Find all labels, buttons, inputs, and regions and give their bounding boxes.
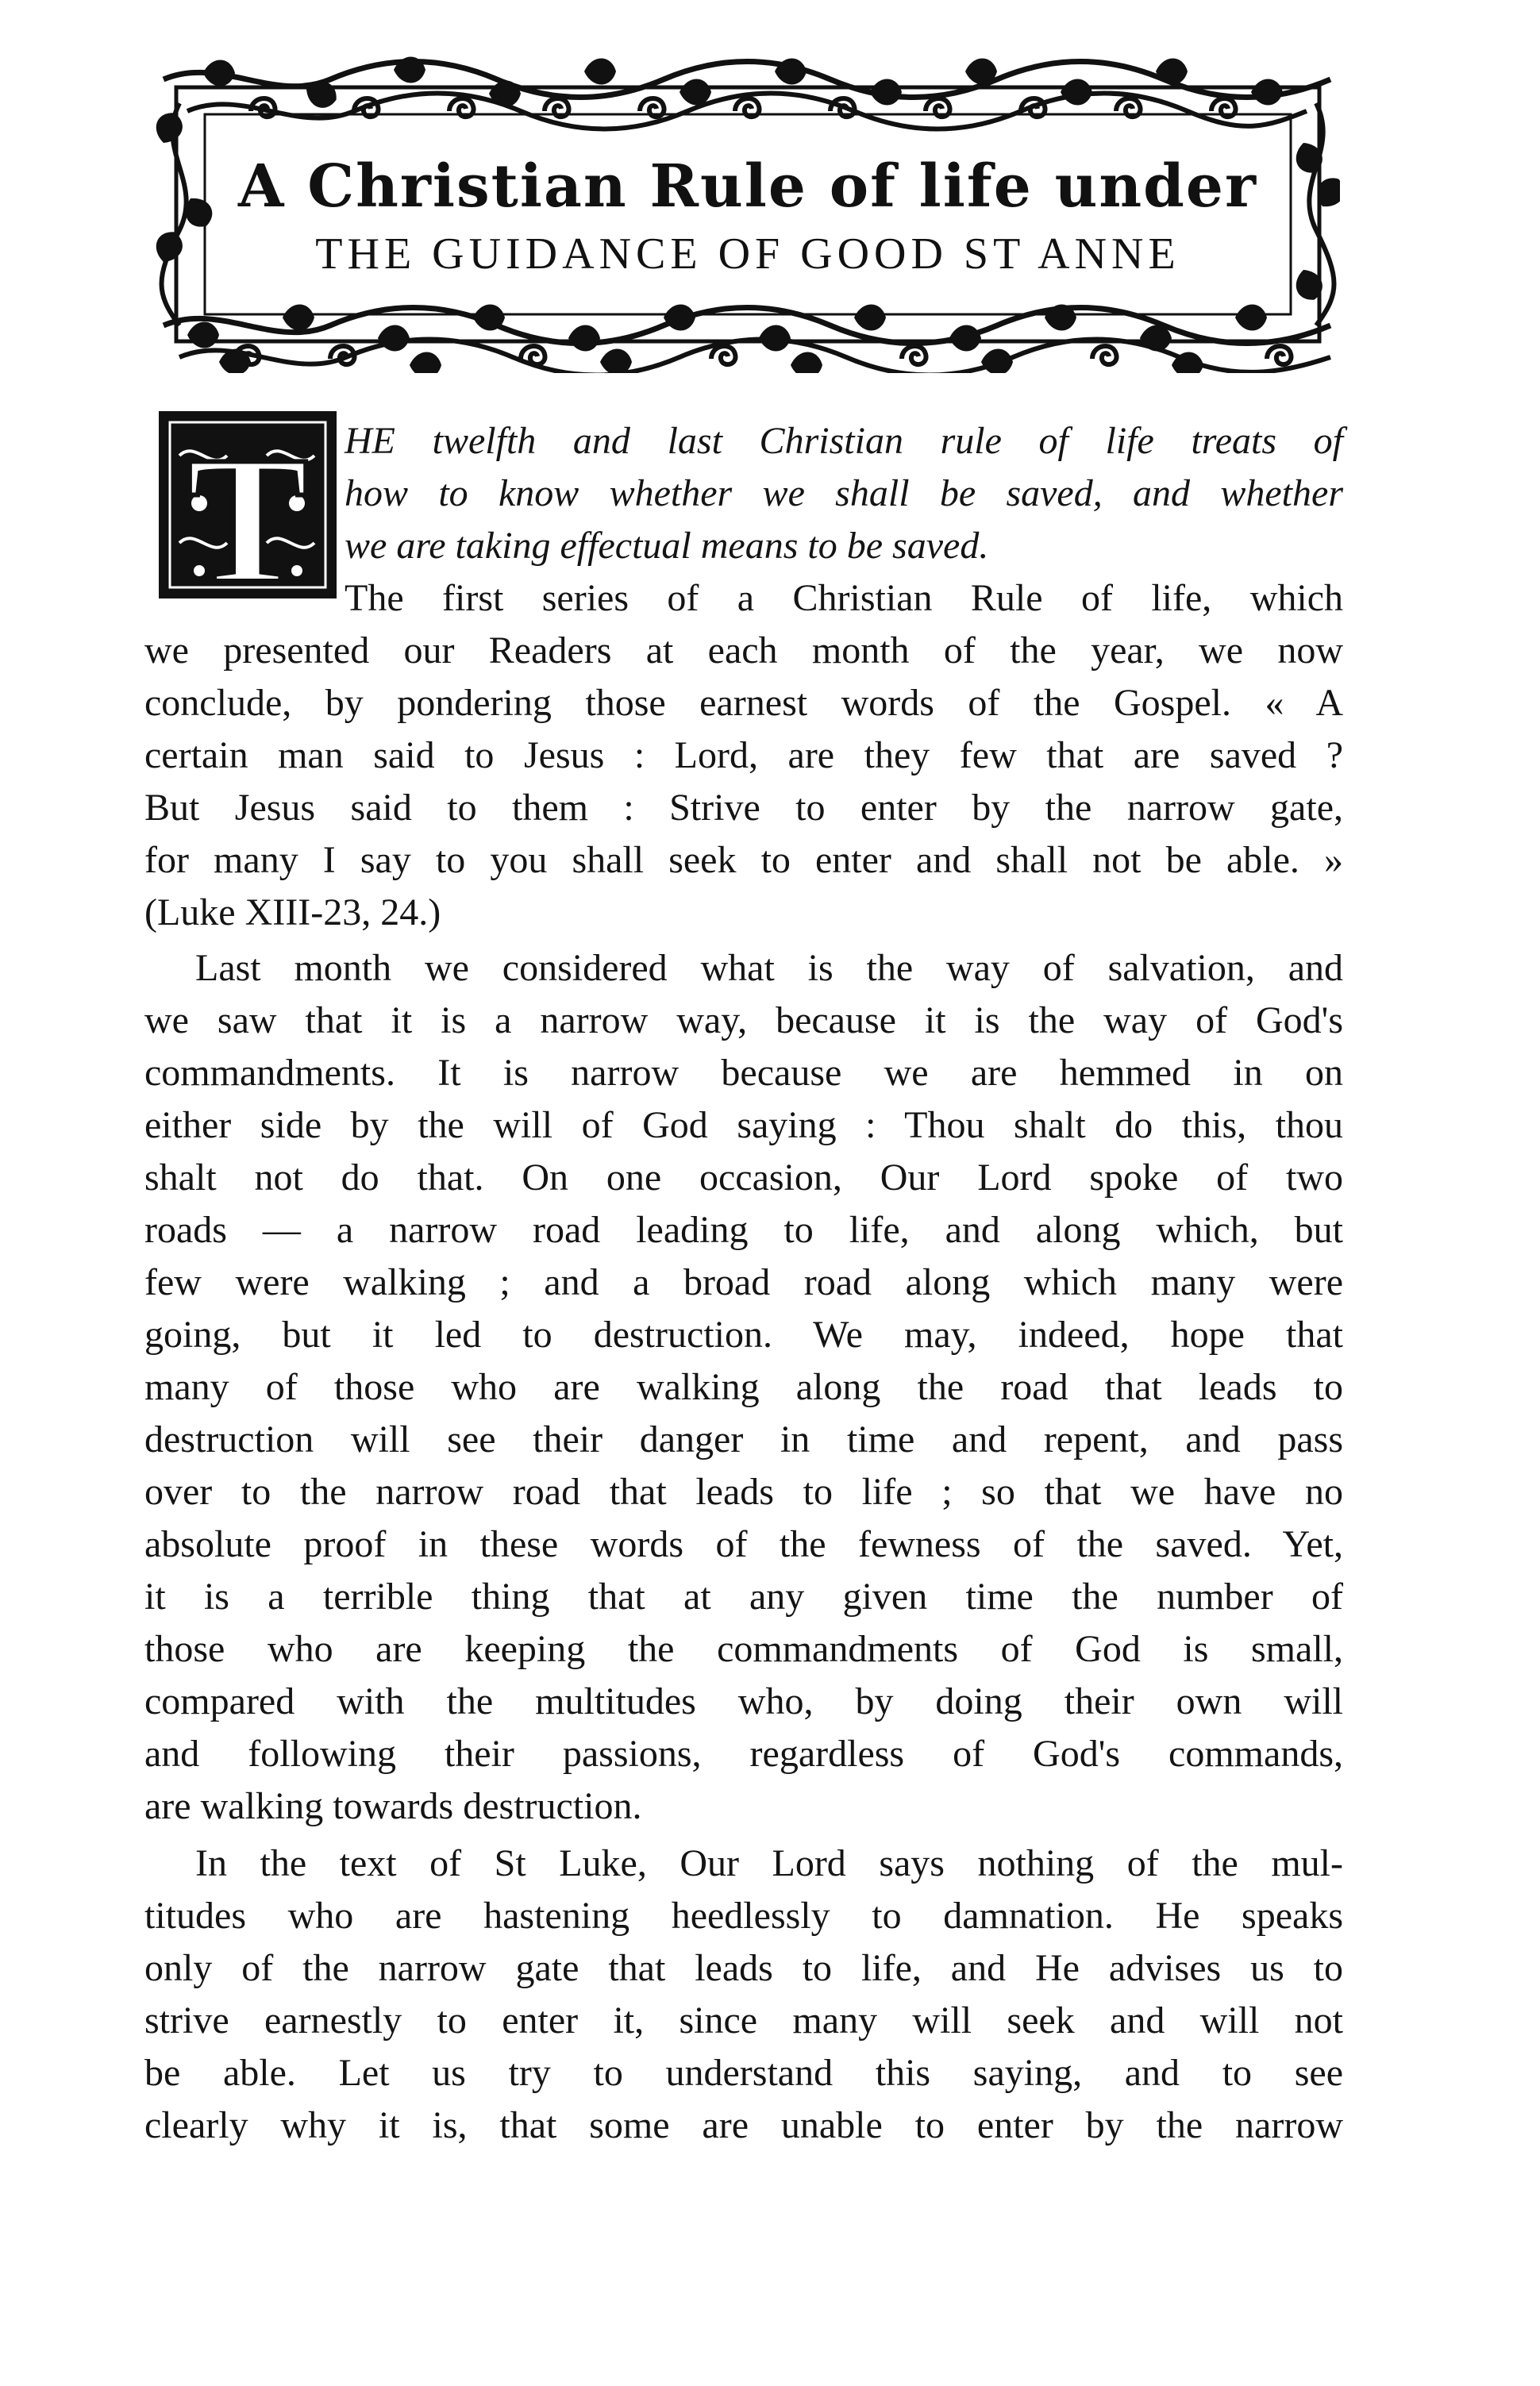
text-line: we saw that it is a narrow way, because it is the way of God's <box>144 999 1343 1041</box>
ornamental-header <box>156 56 1340 373</box>
text-line: it is a terrible thing that at any given time the number of <box>144 1576 1343 1618</box>
text-line: Last month we considered what is the way of salvation, and <box>195 947 1343 989</box>
text-line: But Jesus said to them : Strive to enter by the narrow gate, <box>144 787 1343 829</box>
article-title: A Christian Rule of life under <box>238 152 1257 221</box>
text-line: those who are keeping the commandments of God is small, <box>144 1628 1343 1670</box>
text-line: compared with the multitudes who, by doing their own will <box>144 1680 1343 1722</box>
text-line: we are taking effectual means to be saved. <box>345 525 989 567</box>
text-line: roads — a narrow road leading to life, and along which, but <box>144 1209 1343 1251</box>
text-line: HE twelfth and last Christian rule of life treats of <box>345 420 1343 462</box>
text-line: clearly why it is, that some are unable to enter by the narrow <box>144 2104 1343 2146</box>
text-line: titudes who are hastening heedlessly to damnation. He speaks <box>144 1895 1343 1937</box>
text-line: going, but it led to destruction. We may, indeed, hope that <box>144 1314 1343 1356</box>
text-line: we presented our Readers at each month of the year, we now <box>144 629 1343 672</box>
text-line: how to know whether we shall be saved, and whether <box>345 472 1343 514</box>
initial-letter: T <box>187 418 309 602</box>
text-line: either side by the will of God saying : Thou shalt do this, thou <box>144 1104 1343 1146</box>
text-line: over to the narrow road that leads to life ; so that we have no <box>144 1471 1343 1513</box>
text-line: are walking towards destruction. <box>144 1785 642 1827</box>
text-line: be able. Let us try to understand this saying, and to see <box>144 2052 1343 2094</box>
text-line: only of the narrow gate that leads to life, and He advises us to <box>144 1947 1343 1989</box>
text-line: shalt not do that. On one occasion, Our Lord spoke of two <box>144 1156 1343 1199</box>
text-line: many of those who are walking along the road that leads to <box>144 1366 1343 1408</box>
text-line: few were walking ; and a broad road along which many were <box>144 1261 1343 1303</box>
text-line: absolute proof in these words of the fewness of the saved. Yet, <box>144 1523 1343 1565</box>
text-line: commandments. It is narrow because we are hemmed in on <box>144 1052 1343 1094</box>
text-line: (Luke XIII-23, 24.) <box>144 891 441 933</box>
text-line: conclude, by pondering those earnest words of the Gospel. « A <box>144 682 1343 724</box>
text-line: certain man said to Jesus : Lord, are they few that are saved ? <box>144 734 1343 776</box>
article-subtitle: THE GUIDANCE OF GOOD ST ANNE <box>315 229 1180 279</box>
text-line: and following their passions, regardless of God's commands, <box>144 1733 1343 1775</box>
text-line: In the text of St Luke, Our Lord says nothing of the mul- <box>195 1842 1343 1884</box>
decorated-initial-t <box>156 408 340 602</box>
text-line: The first series of a Christian Rule of life, which <box>345 577 1343 619</box>
text-line: destruction will see their danger in time and repent, and pass <box>144 1418 1343 1460</box>
text-line: for many I say to you shall seek to enter and shall not be able. » <box>144 839 1343 881</box>
text-line: strive earnestly to enter it, since many will seek and will not <box>144 1999 1343 2042</box>
